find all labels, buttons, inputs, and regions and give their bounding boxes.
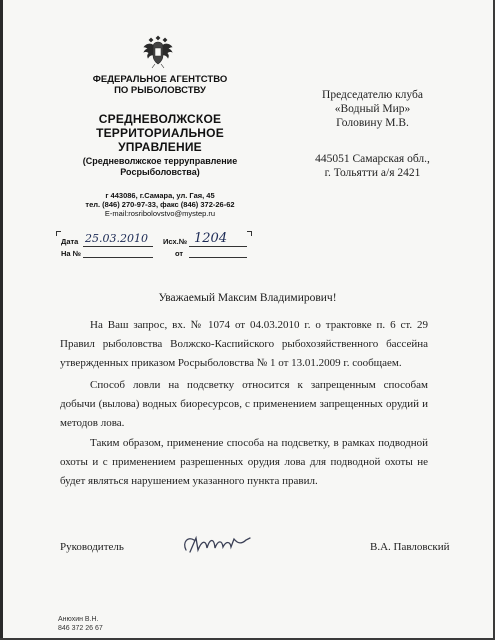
handwritten-signature	[180, 530, 280, 558]
email-line: E-mail:rosribolovstvo@mystep.ru	[104, 209, 216, 218]
executor-name: Анюхин В.Н.	[58, 616, 99, 623]
organization-email	[60, 209, 260, 218]
bracket-corner	[56, 231, 61, 236]
recipient-line: Головину М.В.	[336, 117, 409, 129]
agency-line: ФЕДЕРАЛЬНОЕ АГЕНТСТВО	[92, 74, 228, 85]
organization-address	[60, 191, 260, 209]
from-date-label: от	[175, 249, 184, 258]
agency-line: ПО РЫБОЛОВСТВУ	[114, 85, 206, 96]
recipient-line: «Водный Мир»	[334, 103, 411, 115]
admin-line: ТЕРРИТОРИАЛЬНОЕ	[96, 126, 224, 140]
signatory-name: В.А. Павловский	[370, 541, 450, 553]
bracket-corner	[247, 231, 252, 236]
short-name-line: (Средневолжское терруправление	[82, 156, 238, 166]
date-value: 25.03.2010	[85, 232, 148, 245]
date-label: Дата	[61, 237, 79, 246]
letter-paragraph: На Ваш запрос, вх. № 1074 от 04.03.2010 г. о трактовке п. 6 ст. 29 Правил рыболовства Волжско-Каспийского рыбохозяйственного бассейна утвержденных приказом Росрыболовства № 1 от 13.01.2009 г. сообщаем.	[60, 319, 428, 369]
recipient-address-line: г. Тольятти а/я 2421	[324, 167, 421, 179]
coat-of-arms-icon	[142, 33, 174, 69]
from-date-underline	[189, 257, 247, 258]
admin-line: УПРАВЛЕНИЕ	[118, 140, 202, 154]
outgoing-number-label: Исх.№	[163, 237, 188, 246]
executor-phone: 846 372 26 67	[58, 625, 103, 632]
signatory-role: Руководитель	[60, 541, 124, 553]
recipient-address-line: 445051 Самарская обл.,	[315, 153, 430, 165]
executor-block	[58, 615, 103, 633]
scan-edge-left	[0, 0, 3, 640]
incoming-number-underline	[83, 257, 153, 258]
admin-line: СРЕДНЕВОЛЖСКОЕ	[98, 112, 222, 126]
recipient-line: Председателю клуба	[322, 89, 423, 101]
reference-block	[59, 231, 249, 261]
date-underline	[83, 246, 153, 247]
agency-name	[60, 74, 260, 96]
address-line: тел. (846) 270-97-33, факс (846) 372-26-62	[85, 200, 235, 209]
outgoing-number-underline	[189, 246, 247, 247]
letter-paragraph: Способ ловли на подсветку относится к запрещенным способам добычи (вылова) водных биоресурсов, с применением запрещенных орудий и методов лова.	[60, 379, 428, 429]
recipient-block	[285, 88, 460, 130]
recipient-address	[285, 152, 460, 180]
letter-paragraph: Таким образом, применение способа на подсветку, в рамках подводной охоты и с применением разрешенных орудия лова для подводной охоты не будет являться нарушением указанного пункта правил.	[60, 437, 428, 487]
short-name-line: Росрыболовства)	[120, 167, 200, 177]
address-line: г 443086, г.Самара, ул. Гая, 45	[105, 191, 215, 200]
incoming-number-label: На №	[61, 249, 82, 258]
salutation: Уважаемый Максим Владимирович!	[158, 292, 337, 304]
outgoing-number-value: 1204	[194, 231, 228, 246]
administration-short-name	[60, 156, 260, 178]
administration-name	[60, 112, 260, 154]
